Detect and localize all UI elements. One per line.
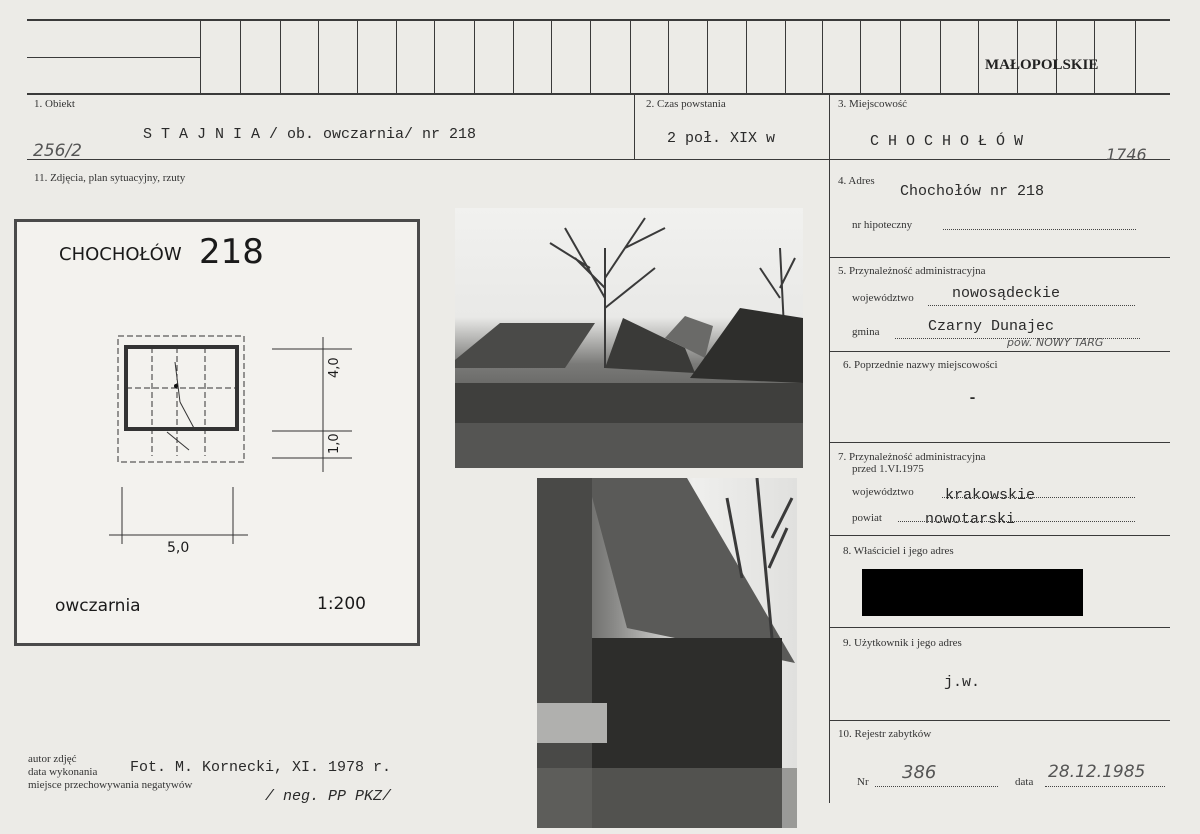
row5-bottom-line — [829, 351, 1170, 352]
obiekt-label: 1. Obiekt — [34, 98, 75, 110]
rejestr-data-label: data — [1015, 776, 1034, 788]
obiekt-value: S T A J N I A / ob. owczarnia/ nr 218 — [143, 126, 477, 143]
autor-value: Fot. M. Kornecki, XI. 1978 r. — [130, 759, 392, 776]
row1-bottom-line — [27, 159, 1170, 160]
rejestr-nr-label: Nr — [857, 776, 869, 788]
zdjecia-label: 11. Zdjęcia, plan sytuacyjny, rzuty — [34, 172, 186, 184]
header-column-line — [357, 19, 358, 95]
data-wykonania-label: data wykonania — [28, 766, 98, 778]
przed-label-date: przed 1.VI.1975 — [852, 463, 924, 475]
photo-barns-drawing — [455, 208, 803, 468]
header-column-line — [978, 19, 979, 95]
plan-title: CHOCHOŁÓW — [59, 244, 182, 265]
dim-label-1-0: 1,0 — [327, 433, 342, 454]
header-column-line — [240, 19, 241, 95]
powiat-dotted-line — [898, 521, 1135, 522]
header-column-line — [318, 19, 319, 95]
inventory-number: 256/2 — [33, 141, 82, 161]
redacted-owner-block — [862, 569, 1083, 616]
photo-closeup-drawing — [537, 478, 797, 828]
adres-label: 4. Adres — [838, 175, 875, 187]
uzytkownik-label: 9. Użytkownik i jego adres — [843, 637, 962, 649]
rejestr-label: 10. Rejestr zabytków — [838, 728, 932, 740]
header-left-divider — [27, 57, 200, 58]
adres-value: Chochołów nr 218 — [900, 183, 1045, 200]
przed-wojewodztwo-value: krakowskie — [945, 487, 1036, 504]
header-column-line — [900, 19, 901, 95]
right-column-divider — [829, 93, 830, 803]
header-column-line — [785, 19, 786, 95]
autor-label: autor zdjęć — [28, 753, 77, 765]
header-column-line — [200, 19, 201, 95]
rejestr-data-dotted-line — [1045, 786, 1165, 787]
gmina-label: gmina — [852, 326, 880, 338]
header-column-line — [396, 19, 397, 95]
poprzednie-value: - — [968, 390, 978, 407]
header-column-line — [940, 19, 941, 95]
hipoteczny-dotted-line — [943, 229, 1136, 230]
miejscowosc-label: 3. Miejscowość — [838, 98, 908, 110]
wlasciciel-label: 8. Właściciel i jego adres — [843, 545, 954, 557]
header-column-line — [590, 19, 591, 95]
powiat-value: nowotarski — [925, 511, 1016, 528]
header-column-line — [513, 19, 514, 95]
plan-stair-line-2 — [180, 402, 195, 430]
rejestr-nr-value: 386 — [902, 762, 937, 783]
row9-bottom-line — [829, 720, 1170, 721]
plan-drawing-frame — [14, 219, 420, 646]
header-column-line — [860, 19, 861, 95]
row-adres-bottom-line — [829, 257, 1170, 258]
header-column-line — [551, 19, 552, 95]
czas-value: 2 poł. XIX w — [667, 130, 776, 147]
przed-wojewodztwo-dotted-line — [942, 497, 1135, 498]
header-column-line — [280, 19, 281, 95]
przed-label: 7. Przynależność administracyjna — [838, 451, 986, 463]
plan-stair-dot — [174, 384, 178, 388]
header-column-line — [746, 19, 747, 95]
miejscowosc-value: C H O C H O Ł Ó W — [870, 133, 1024, 150]
miejscowosc-number: 1746 — [1106, 145, 1147, 164]
header-column-line — [707, 19, 708, 95]
uzytkownik-value: j.w. — [944, 674, 981, 691]
przynaleznosc-label: 5. Przynależność administracyjna — [838, 265, 986, 277]
powiat-note: pow. NOWY TARG — [1007, 336, 1104, 349]
przed-wojewodztwo-label: województwo — [852, 486, 914, 498]
header-bottom-line — [27, 93, 1170, 95]
wojewodztwo-value: nowosądeckie — [952, 285, 1061, 302]
miejsce-label: miejsce przechowywania negatywów — [28, 779, 193, 791]
gmina-value: Czarny Dunajec — [928, 318, 1055, 335]
dim-label-5-0: 5,0 — [167, 540, 190, 556]
header-column-line — [1135, 19, 1136, 95]
header-column-line — [822, 19, 823, 95]
header-column-line — [434, 19, 435, 95]
hipoteczny-label: nr hipoteczny — [852, 219, 913, 231]
header-column-line — [474, 19, 475, 95]
header-column-line — [668, 19, 669, 95]
floor-plan-svg — [17, 222, 417, 643]
row7-bottom-line — [829, 535, 1170, 536]
plan-number: 218 — [199, 232, 264, 272]
plan-caption: owczarnia — [55, 596, 141, 616]
row8-bottom-line — [829, 627, 1170, 628]
dim-label-4-0: 4,0 — [327, 357, 342, 378]
powiat-label: powiat — [852, 512, 882, 524]
czas-label: 2. Czas powstania — [646, 98, 726, 110]
rejestr-data-value: 28.12.1985 — [1048, 762, 1146, 782]
region-name: MAŁOPOLSKIE — [985, 57, 1099, 73]
poprzednie-label: 6. Poprzednie nazwy miejscowości — [843, 359, 998, 371]
wojewodztwo-label: województwo — [852, 292, 914, 304]
photo-barn-closeup — [537, 478, 797, 828]
top-border — [27, 19, 1170, 21]
plan-scale: 1:200 — [317, 594, 366, 614]
row6-bottom-line — [829, 442, 1170, 443]
wojewodztwo-dotted-line — [928, 305, 1135, 306]
row1-divider-1 — [634, 93, 635, 159]
plan-door-swing — [167, 432, 189, 450]
photo-barns-landscape — [455, 208, 803, 468]
negatives-location: / neg. PP PKZ/ — [265, 788, 392, 805]
header-column-line — [630, 19, 631, 95]
rejestr-nr-dotted-line — [875, 786, 998, 787]
